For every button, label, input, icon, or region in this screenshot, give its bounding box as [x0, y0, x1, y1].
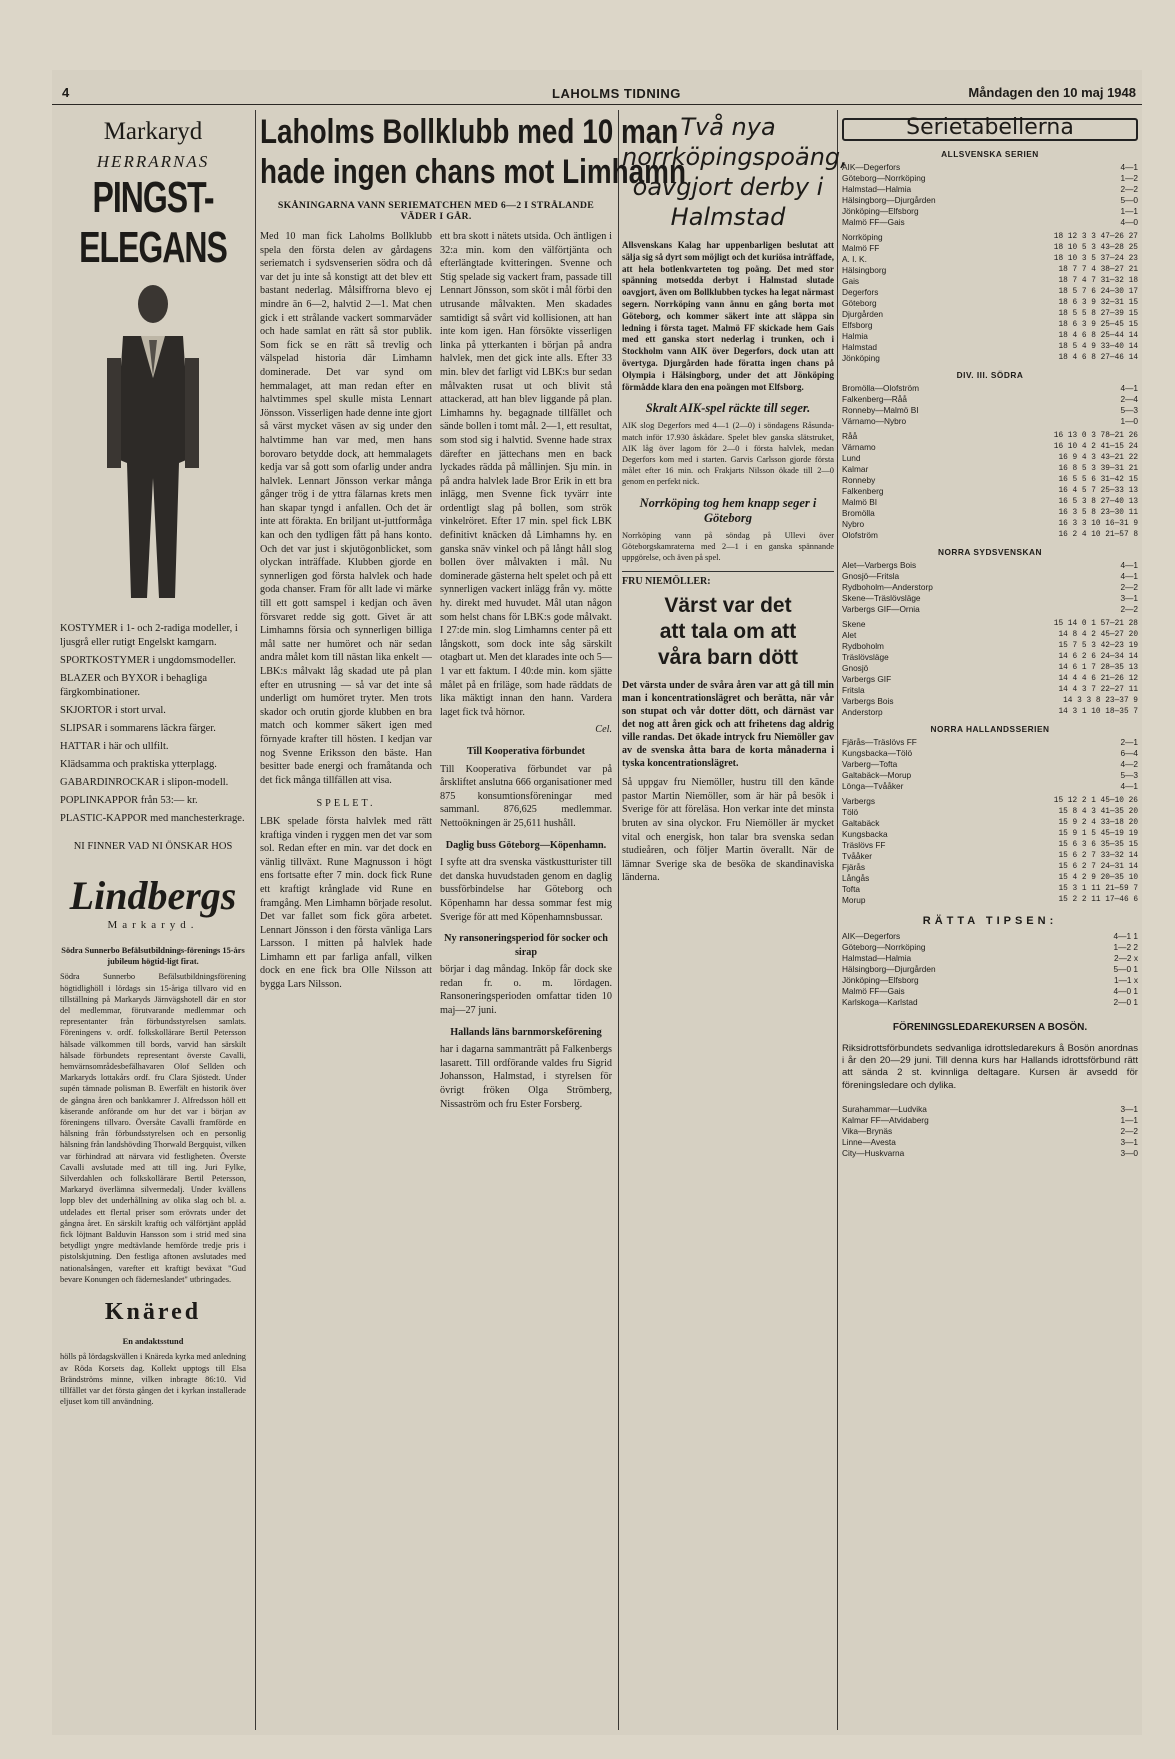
middle-article [622, 112, 848, 1724]
tipsen-row [842, 964, 1138, 975]
match-result [842, 770, 1138, 781]
tipsen-row [842, 986, 1138, 997]
team-name: Malmö FF [842, 243, 880, 253]
team-stats: 18 6 3 9 32—31 15 [1058, 299, 1138, 307]
match-teams: Halmstad—Halmia [842, 953, 912, 963]
team-name: Varbergs Bois [842, 696, 894, 706]
league-title: ALLSVENSKA SERIEN [941, 149, 1039, 159]
match-score: 3—1 [1120, 1103, 1138, 1114]
ad-item: BLAZER och BYXOR i behagliga färgkombinationer. [60, 673, 207, 698]
match-teams: Kungsbacka—Tölö [842, 748, 913, 758]
team-stats: 18 7 7 4 38—27 21 [1058, 266, 1138, 274]
table-row [842, 464, 1138, 475]
match-teams: Hälsingborg—Djurgården [842, 964, 936, 974]
match-result [842, 1126, 1138, 1137]
issue-date: Måndagen den 10 maj 1948 [968, 85, 1136, 100]
standings-column [842, 112, 1138, 1724]
team-stats: 18 10 3 5 37—24 23 [1053, 255, 1138, 263]
team-name: Fritsla [842, 685, 865, 695]
note-body: har i dagarna sammanträtt på Falkenbergs lasarett. Till ordförande valdes fru Sigrid Johansson, Halmstad, i styrelsen för övrigt fröken Olga Strömberg, Nissaström och fru Ester Forsberg. [440, 1044, 612, 1110]
note-body: I syfte att dra svenska västkustturister till det danska huvudstaden genom en daglig bussförbindelse har Göteborg och Köpenhamn har dessa sommar fest mig Sverige för att med Köpenhamnsbussar. [440, 857, 612, 923]
interview-headline: Värst var det [664, 594, 792, 618]
team-stats: 18 4 6 8 25—44 14 [1058, 332, 1138, 340]
match-score: 1—1 x [1114, 975, 1138, 985]
table-row [842, 254, 1138, 265]
match-score: 3—1 [1120, 1136, 1138, 1147]
interview-lead: Det värsta under de svåra åren var att gå till min man i koncentrationslägret och berätta, när vår son stupat och vår dotter dött, och därnäst var det nog att åren gick och att frihetens dag aldrig ville randas. Det ökade intryck fru Niemöller gav av de svenska åtta bara de korta månaderna i tyska koncentrationslägret. [622, 680, 834, 770]
ad-item: Klädsamma och praktiska ytterplagg. [60, 759, 217, 770]
table-row [842, 851, 1138, 862]
table-row [842, 619, 1138, 630]
ad-headline: PINGST-ELEGANS [79, 173, 227, 272]
interview-headline: att tala om att [659, 620, 797, 644]
match-score: 3—1 [1120, 593, 1138, 603]
ad-item: SKJORTOR i stort urval. [60, 705, 166, 716]
column-rule [255, 110, 256, 1730]
store-town: Markaryd. [107, 919, 199, 931]
team-stats: 18 7 4 7 31—32 18 [1058, 277, 1138, 285]
match-teams: Fjärås—Träslövs FF [842, 737, 917, 747]
column-rule [837, 110, 838, 1730]
team-name: Malmö BI [842, 497, 878, 507]
note-title: Hallands läns barnmorskeförening [450, 1026, 602, 1038]
match-teams: Jönköping—Elfsborg [842, 206, 919, 216]
match-teams: Vika—Brynäs [842, 1125, 893, 1136]
main-headline-line2: hade ingen chans mot Limhamn [260, 153, 687, 191]
match-teams: Rydboholm—Anderstorp [842, 582, 933, 592]
team-stats: 14 6 1 7 28—35 13 [1058, 664, 1138, 672]
interview-body: Så uppgav fru Niemöller, hustru till den kände pastor Martin Niemöller, som är här på besök i Sverige för att föreläsa. Hon verkar inte det minsta bruten av sina olyckor. Fru Niemöller är mycket vital och energisk, hon talar bra svenska sedan studieåren, och följer Martin överallt. När de lämnar Sverige ska de besöka de skandinaviska länderna. [622, 777, 834, 884]
team-name: Djurgården [842, 309, 884, 319]
match-score: 4—1 [1120, 571, 1138, 581]
match-teams: Linne—Avesta [842, 1136, 896, 1147]
team-name: Varbergs GIF [842, 674, 892, 684]
table-row [842, 453, 1138, 464]
store-name: Lindbergs [69, 873, 237, 918]
match-result [842, 593, 1138, 604]
table-row [842, 431, 1138, 442]
article-body: AIK slog Degerfors med 4—1 (2—0) i söndagens Råsunda-match inför 17.930 åskådare. Spelet blev ganska slätstruket, AIK låg över lagom för 2—0 i första halvlek, medan Degerfors kom med i starten. Garvis Carlsson gjorde första målet efter 16 min. och Frakjarts Nilsson ökade till 2—0 genom en perfekt nick. [622, 421, 834, 487]
team-name: Varbergs [842, 796, 876, 806]
team-stats: 15 12 2 1 45—10 26 [1053, 797, 1138, 805]
article-body: Norrköping vann på söndag på Ullevi över Göteborgskamraterna med 2—1 i en ganska spännande uppgörelse, och även på spel. [622, 530, 834, 562]
match-teams: Galtabäck—Morup [842, 770, 912, 780]
match-teams: Hälsingborg—Djurgården [842, 195, 936, 205]
match-score: 1—0 [1120, 416, 1138, 426]
match-result [842, 405, 1138, 416]
team-stats: 16 8 5 3 39—31 21 [1058, 465, 1138, 473]
table-row [842, 519, 1138, 530]
team-stats: 15 14 0 1 57—21 28 [1053, 620, 1138, 628]
team-stats: 18 5 5 8 27—39 15 [1058, 310, 1138, 318]
team-name: Träslövsläge [842, 652, 889, 662]
table-row [842, 630, 1138, 641]
table-row [842, 442, 1138, 453]
team-stats: 16 2 4 10 21—57 8 [1058, 531, 1138, 539]
signature: Cel. [595, 724, 612, 736]
match-result [842, 1104, 1138, 1115]
table-row [842, 508, 1138, 519]
match-score: 4—1 [1120, 560, 1138, 570]
match-result [842, 195, 1138, 206]
table-row [842, 796, 1138, 807]
match-score: 4—1 [1120, 383, 1138, 393]
table-row [842, 685, 1138, 696]
match-result [842, 162, 1138, 173]
table-row [842, 287, 1138, 298]
table-row [842, 807, 1138, 818]
match-result [842, 748, 1138, 759]
match-score: 4—0 1 [1113, 986, 1138, 996]
team-name: Kungsbacka [842, 829, 888, 839]
team-name: Alet [842, 630, 857, 640]
match-score: 2—0 1 [1113, 997, 1138, 1007]
match-result [842, 582, 1138, 593]
match-score: 2—2 [1120, 604, 1138, 614]
table-row [842, 243, 1138, 254]
team-stats: 14 4 3 7 22—27 11 [1058, 686, 1138, 694]
article-lead: Allsvenskans Kalag har uppenbarligen beslutat att sälja sig så dyrt som möjligt och det kuriösa inträffade, att hela botlenkvarteten tog poäng. Det med stor spänning motsedda derbyt i Halmstad slutade oavgjort, även om Bollklubben tyckes ha legat närmast segern. Norrköping vann ännu en gång borta mot Göteborg, och kommer säkert inte att släppa sin ledning i första taget. Malmö FF skickade hem Gais med ett ganska stort nederlag i trunken, och i Stockholm vann AIK över Degerfors, dock utan att övertyga. Djurgården hade föratta ingen chans på Olympia i Hälsingborg, under det att Jönköping förmådde klara den ena poängen mot Elfsborg. [622, 240, 834, 392]
match-teams: City—Huskvarna [842, 1147, 905, 1158]
main-deck: SKÅNINGARNA VANN SERIEMATCHEN MED 6—2 I STRÅLANDE VÄDER I GÅR. [277, 200, 595, 222]
standings-title: Serietabellerna [842, 118, 1138, 141]
middle-headline-line2: oavgjort derby i Halmstad [632, 173, 824, 231]
small-notes [440, 745, 612, 1111]
ad-town: Markaryd [103, 118, 203, 145]
match-score: 5—3 [1120, 405, 1138, 415]
team-name: Jönköping [842, 353, 880, 363]
team-name: Halmia [842, 331, 868, 341]
team-name: Gais [842, 276, 860, 286]
table-row [842, 895, 1138, 906]
team-name: Råå [842, 431, 858, 441]
team-stats: 15 9 2 4 33—18 20 [1058, 819, 1138, 827]
team-stats: 15 6 2 7 33—32 14 [1058, 852, 1138, 860]
team-name: Fjärås [842, 862, 866, 872]
match-score: 1—2 2 [1113, 942, 1138, 952]
match-teams: Halmstad—Halmia [842, 184, 912, 194]
ad-category: HERRARNAS [96, 152, 210, 171]
table-row [842, 497, 1138, 508]
team-stats: 15 8 4 3 41—35 20 [1058, 808, 1138, 816]
team-name: Hälsingborg [842, 265, 887, 275]
table-row [842, 707, 1138, 718]
notice-body: Riksidrottsförbundets sedvanliga idrottsledarekurs å Bosön anordnas i år den 20—29 juni. Till denna kurs har Hallands idrottsförbund rätt att sända 2 st. kvinnliga deltagare. Kursen är avsedd för föreningsledare och dylika. [842, 1043, 1138, 1091]
match-score: 2—2 [1120, 1125, 1138, 1136]
match-score: 2—2 [1120, 184, 1138, 194]
note-body: Till Kooperativa förbundet var på årskliftet anslutna 666 organisationer med 875 konsumtionsföreningar med sammanl. 876,625 medlemmar. Nettoökningen är 25,611 hushåll. [440, 763, 612, 829]
match-result [842, 571, 1138, 582]
article-subhead: Norrköping tog hem knapp seger i Göteborg [639, 495, 817, 525]
team-stats: 14 4 4 6 21—26 12 [1058, 675, 1138, 683]
team-stats: 15 3 1 11 21—59 7 [1058, 885, 1138, 893]
match-teams: Malmö FF—Gais [842, 986, 905, 996]
team-stats: 15 6 2 7 24—31 14 [1058, 863, 1138, 871]
match-teams: Göteborg—Norrköping [842, 173, 926, 183]
match-teams: Bromölla—Olofström [842, 383, 919, 393]
ad-item: SLIPSAR i sommarens läckra färger. [60, 723, 216, 734]
team-name: Falkenberg [842, 486, 884, 496]
table-row [842, 829, 1138, 840]
note-title: Daglig buss Göteborg—Köpenhamn. [445, 839, 607, 851]
table-row [842, 840, 1138, 851]
team-stats: 15 9 1 5 45—19 19 [1058, 830, 1138, 838]
table-row [842, 674, 1138, 685]
man-in-suit-illustration [83, 278, 223, 608]
match-teams: Skene—Träslövsläge [842, 593, 921, 603]
table-row [842, 331, 1138, 342]
ad-item: HATTAR i här och ullfilt. [60, 741, 169, 752]
table-row [842, 696, 1138, 707]
match-score: 6—4 [1120, 748, 1138, 758]
tipsen-row [842, 942, 1138, 953]
team-stats: 16 3 5 8 23—30 11 [1058, 509, 1138, 517]
match-teams: Lönga—Tvååker [842, 781, 904, 791]
team-stats: 15 4 2 9 20—35 10 [1058, 874, 1138, 882]
match-result [842, 416, 1138, 427]
team-stats: 14 8 4 2 45—27 20 [1058, 631, 1138, 639]
match-teams: Alet—Varbergs Bois [842, 560, 917, 570]
ad-item: GABARDINROCKAR i slipon-modell. [60, 777, 229, 788]
article-subhead: En andaktsstund [122, 1337, 184, 1347]
team-name: A. I. K. [842, 254, 867, 264]
match-result [842, 217, 1138, 228]
team-name: Nybro [842, 519, 865, 529]
match-teams: Kalmar FF—Atvidaberg [842, 1114, 929, 1125]
table-row [842, 652, 1138, 663]
article-body: Södra Sunnerbo Befälsutbildningsförening högtidlighöll i lördags sin 15-åriga tillvaro vid en tillställning på Markaryds Järnvägshotell där en stor del medlemmar, förutvarande medlemmar och representanter från förbundsstyrelsen samlats. Föreningens v. ordf. folkskollärare Bertil Petersson hälsade välkommen till bords, varvid han särskilt hälsade förbundets representant överste Cavalli, hemvärnsområdesbefälhavaren Olof Sellden och Markaryds lottakårs ordf. fru Clara Sjöstedt. Under supén tämnade polisman B. Ewerfält en historik över de gångna åren och bankkamrer J. Alfredsson höll ett käserande anförande om hur det var i början av föreningens tillvaro. Översåte Cavalli framförde en hälsning från förbundsstyrelsen och en personlig hälsning från landshövding Thorwald Bergquist, vilken var förhindrad att närvara vid festligheten. Överste Cavalli avslutade med att till ing. Juri Fylke, Silverdahlen och folkskollärare Bertil Petersson, Markaryd överlämna silvermedalj. Under kvällens lopp blev det underhållning av olika slag och bl. a. utdelades ett flertal priser som erövrats under det gångna året. En särskilt kraftig och välförtjänt applåd fick löjtnant Balduvin Hansson som i strid med sina betydligt yngre medtävlande hemförde tredje pris i pistolskjutning. Den festliga aftonen avslutades med nationalsången, varefter ett kraftigt beväxat "Gud bevare Konungen och fäderneslandet" utbringades. [60, 972, 246, 1284]
article-body: hölls på lördagskvällen i Knäreda kyrka med anledning av Röda Korsets dag. Kollekt upptogs till Elsa Brändströms minne, vilken inbragte 86:10. Vid tillfället var det första gången det i kyrkan installerade eljuset kom till användning. [60, 1352, 246, 1407]
match-result [842, 383, 1138, 394]
match-score: 5—0 [1120, 195, 1138, 205]
match-teams: Varbergs GIF—Ornia [842, 604, 920, 614]
team-stats: 16 13 0 3 78—21 26 [1053, 432, 1138, 440]
ad-item-list [60, 622, 246, 826]
table-row [842, 309, 1138, 320]
match-teams: Surahammar—Ludvika [842, 1103, 927, 1114]
match-teams: Varberg—Tofta [842, 759, 898, 769]
team-name: Olofström [842, 530, 878, 540]
team-stats: 15 7 5 3 42—23 19 [1058, 642, 1138, 650]
match-result [842, 737, 1138, 748]
table-row [842, 663, 1138, 674]
match-score: 4—1 [1120, 781, 1138, 791]
match-result [842, 394, 1138, 405]
interview-label: FRU NIEMÖLLER: [622, 571, 834, 587]
paper-name: LAHOLMS TIDNING [552, 86, 681, 101]
team-name: Degerfors [842, 287, 879, 297]
table-row [842, 342, 1138, 353]
match-result [842, 604, 1138, 615]
team-stats: 15 2 2 11 17—46 6 [1058, 896, 1138, 904]
ad-item: SPORTKOSTYMER i ungdomsmodeller. [60, 655, 236, 666]
team-name: Galtabäck [842, 818, 880, 828]
table-row [842, 298, 1138, 309]
ad-column [60, 112, 246, 1722]
tipsen-row [842, 953, 1138, 964]
table-row [842, 884, 1138, 895]
team-name: Morup [842, 895, 866, 905]
team-stats: 18 5 4 9 33—40 14 [1058, 343, 1138, 351]
match-score: 1—1 [1120, 1114, 1138, 1125]
team-stats: 18 10 5 3 43—28 25 [1053, 244, 1138, 252]
match-score: 4—2 [1120, 759, 1138, 769]
tipsen-list [842, 931, 1138, 1008]
team-stats: 14 3 1 10 18—35 7 [1058, 708, 1138, 716]
team-stats: 16 3 3 10 16—31 9 [1058, 520, 1138, 528]
match-score: 4—1 1 [1113, 931, 1138, 941]
team-name: Skene [842, 619, 866, 629]
table-row [842, 530, 1138, 541]
match-result [842, 1115, 1138, 1126]
table-row [842, 353, 1138, 364]
match-score: 2—1 [1120, 737, 1138, 747]
team-stats: 16 10 4 2 41—15 24 [1053, 443, 1138, 451]
tipsen-row [842, 975, 1138, 986]
team-name: Tvååker [842, 851, 872, 861]
section-title: Knäred [104, 1299, 202, 1326]
page-number: 4 [62, 85, 70, 100]
league-title: DIV. III. SÖDRA [956, 370, 1024, 380]
match-teams: AIK—Degerfors [842, 162, 901, 172]
match-score: 2—2 [1120, 582, 1138, 592]
team-name: Kalmar [842, 464, 869, 474]
column-rule [618, 110, 619, 1730]
team-stats: 18 4 6 8 27—46 14 [1058, 354, 1138, 362]
article-body: ett bra skott i nätets utsida. Och äntligen i 32:a min. kom den välförtjänta och efterlängtade kvitteringen. Svenne och Stig spelade sig vackert fram, passade till Lennart Jönsson, som sköt i mål förbi den utrusande målvakten. Men skadades samtidigt så svårt vid kollisionen, att han inte kom igen. Han försökte visserligen linka på ytterkanten i början på andra halvlek, men det gick inte alls. Efter 33 min. blev det farligt vid LBK:s bur sedan målvakten rusat ut och blivit stå attackerad, att han blev liggande på plan. Limhamns hy. begagnade tillfället och sände bollen i tomt mål. 2—1, ett resultat, som stod sig i halvtid. Svenne hade strax därefter en jättechans men en back lyckades rädda på mållinjen. Sju min. in på andra halvlek lade Bror Erik in ett bra inlägg, men Svenne fick tyvärr inte ordentligt slag på bollen, som strök vinkelröret. Efter 17 min. spel fick LBK definitivt knäcken då Limhamns hy. en ganska snäv vinkel och på långt håll slog bollen över målvakten i mål. Nu dominerade gästerna helt spelet och på ett synnerligen vackert inlägg från vy. mötte hy. direkt med huvudet. Mål utan någon som helst chans för LBK:s gode målvakt. I 27:de min. slog Limhamns center på ett långskott, som dock inte såg särskilt otagbart ut. Men det klarades inte och 5—1 var ett faktum. I 40:de min. kom sjätte målet på en friläge, som hade räddats de lika mäktigt innan den hann. Vardera laget fick två hörnor. [440, 231, 613, 718]
page-header [52, 84, 1142, 105]
match-score: 2—4 [1120, 394, 1138, 404]
team-stats: 14 3 3 8 23—37 9 [1063, 697, 1138, 705]
match-teams: AIK—Degerfors [842, 931, 901, 941]
table-row [842, 276, 1138, 287]
interview-headline: våra barn dött [657, 646, 799, 670]
league-title: NORRA SYDSVENSKAN [937, 547, 1043, 557]
team-name: Tofta [842, 884, 860, 894]
team-name: Träslövs FF [842, 840, 886, 850]
last-matches [842, 1104, 1138, 1159]
note-title: Till Kooperativa förbundet [466, 745, 586, 757]
article-subhead: Skralt AIK-spel räckte till seger. [645, 401, 811, 416]
match-score: 2—2 x [1114, 953, 1138, 963]
table-row [842, 862, 1138, 873]
team-name: Ronneby [842, 475, 876, 485]
league-title: NORRA HALLANDSSERIEN [930, 724, 1050, 734]
team-stats: 15 6 3 6 35—35 15 [1058, 841, 1138, 849]
tipsen-title: RÄTTA TIPSEN: [922, 915, 1058, 927]
team-name: Norrköping [842, 232, 883, 242]
match-result [842, 560, 1138, 571]
match-teams: Malmö FF—Gais [842, 217, 905, 227]
team-stats: 16 5 5 6 31—42 15 [1058, 476, 1138, 484]
team-name: Värnamo [842, 442, 876, 452]
match-score: 4—0 [1120, 217, 1138, 227]
ad-item: POPLINKAPPOR från 53:— kr. [60, 795, 198, 806]
match-result [842, 1148, 1138, 1159]
team-name: Halmstad [842, 342, 878, 352]
team-name: Bromölla [842, 508, 875, 518]
notice-title: FÖRENINGSLEDAREKURSEN A BOSÖN. [892, 1022, 1088, 1033]
match-result [842, 1137, 1138, 1148]
team-name: Lund [842, 453, 861, 463]
team-name: Göteborg [842, 298, 877, 308]
section-title: SPELET. [316, 798, 376, 810]
match-score: 5—3 [1120, 770, 1138, 780]
match-result [842, 206, 1138, 217]
ad-item: PLASTIC-KAPPOR med manchesterkrage. [60, 813, 245, 824]
match-teams: Värnamo—Nybro [842, 416, 907, 426]
team-name: Gnosjö [842, 663, 869, 673]
team-stats: 14 6 2 6 24—34 14 [1058, 653, 1138, 661]
match-teams: Göteborg—Norrköping [842, 942, 926, 952]
table-row [842, 873, 1138, 884]
team-stats: 16 9 4 3 43—21 22 [1058, 454, 1138, 462]
match-score: 1—2 [1120, 173, 1138, 183]
match-score: 3—0 [1120, 1147, 1138, 1158]
match-score: 1—1 [1120, 206, 1138, 216]
middle-headline-line1: Två nya norrköpingspoäng, [622, 113, 848, 171]
match-result [842, 759, 1138, 770]
match-teams: Karlskoga—Karlstad [842, 997, 918, 1007]
team-name: Anderstorp [842, 707, 883, 717]
main-headline-line1: Laholms Bollklubb med 10 man [260, 113, 679, 151]
match-teams: Falkenberg—Råå [842, 394, 908, 404]
table-row [842, 486, 1138, 497]
match-teams: Jönköping—Elfsborg [842, 975, 919, 985]
ad-closing: NI FINNER VAD NI ÖNSKAR HOS [73, 841, 233, 852]
ad-item: KOSTYMER i 1- och 2-radiga modeller, i ljusgrå eller rutigt Engelskt kamgarn. [60, 623, 238, 648]
match-score: 4—1 [1120, 162, 1138, 172]
standings-groups [842, 149, 1138, 906]
tipsen-row [842, 931, 1138, 942]
article-headline: Södra Sunnerbo Befälsutbildnings-förenings 15-års jubileum högtid-ligt firat. [61, 946, 245, 967]
table-row [842, 818, 1138, 829]
team-stats: 18 6 3 9 25—45 15 [1058, 321, 1138, 329]
team-stats: 18 5 7 6 24—30 17 [1058, 288, 1138, 296]
tipsen-row [842, 997, 1138, 1008]
match-teams: Ronneby—Malmö BI [842, 405, 919, 415]
table-row [842, 320, 1138, 331]
table-row [842, 232, 1138, 243]
team-name: Tölö [842, 807, 859, 817]
match-result [842, 781, 1138, 792]
team-name: Långås [842, 873, 870, 883]
table-row [842, 265, 1138, 276]
team-stats: 16 4 5 7 25—33 13 [1058, 487, 1138, 495]
table-row [842, 641, 1138, 652]
team-stats: 16 5 3 8 27—40 13 [1058, 498, 1138, 506]
match-result [842, 173, 1138, 184]
match-score: 5—0 1 [1113, 964, 1138, 974]
note-title: Ny ransoneringsperiod för socker och sirap [444, 933, 608, 958]
note-body: börjar i dag måndag. Inköp får dock ske redan fr. o. m. lördagen. Ransoneringsperioden omfattar tiden 10 maj—27 juni. [440, 964, 612, 1017]
match-result [842, 184, 1138, 195]
team-name: Rydboholm [842, 641, 884, 651]
match-teams: Gnosjö—Fritsla [842, 571, 900, 581]
article-body: Med 10 man fick Laholms Bollklubb spela den första delen av gårdagens seriematch i sydsvenserien södra och då var det ju inte så konstigt att det blev ett bastant nederlag. Målsiffrorna blevo ej mindre än 6—2, halvtid 2—1. Mat chen gick i ett strålande vackert sommarväder och hade samlat en rätt så stor publik. Som fick se en rätt så trevlig och välspelad historia där Limhamn dominerade. Det var synd om hemmalaget, att man redan efter en halvtimmes spel skulle mista Lennart Jönsson. Visserligen hade denne inte gjort så värst mycket väsen av sig under den halvtimme han var med, men hans borovaro betydde dock, att hemmalagets kedja var så gott som ofarlig under andra halvlek. Lennart Jönsson verkar många gånger trög i de yttra fälarnas krets men han skapar tyngd i anfallen. Och det är inte att förakta. En briljant ut-juttformåga kan och den tydligen fått på hans konto. Och det var just i skjutögonblicket, som olyckan inträffade. Klubben gjorde en synnerligen god första halvlek och hade goda chanser. Fram för allt lade vi märke till ett gott samspel i kedjan och även försvaret redde sig gott. Givet är att Limhamns försia och synnerligen billiga mål satte ner humöret och när sedan andra målet kom till nästan lika enkelt — LBK:s målvakt låg skadad ute på plan efter en utrusning — så var det inte så underligt om humöret tryter. Men trots skador och orutin gjorde klubben en bra match och kommer säkert igen med förnyade krafter till hösten. I kedjan var nog Svenne Eriksson den bäste. Han besitter bade energi och framåtanda och det fick många tillfällen att visa. [260, 231, 432, 786]
article-body: LBK spelade första halvlek med rätt kraftiga vinden i ryggen men det var som sol. Redan efter en min. var det dock en vänlig tillväxt. Rune Magnusson i högt ens fortsatte efter 7 min. dock fick Rune ett kraftigt krånglade vid Rune en framgång. Men Limhamn började resolut. Det var fallet som fick göra arbetet. Lennart Jönsson i den första vänliga Lars Larsson. I mitten på halvlek hade Limhamn ett par farliga anfall, vilken dock en ene fick bra Olle Nilsson att bygga Lars Nilsson. [260, 815, 432, 991]
team-name: Elfsborg [842, 320, 873, 330]
team-stats: 18 12 3 3 47—26 27 [1053, 233, 1138, 241]
table-row [842, 475, 1138, 486]
